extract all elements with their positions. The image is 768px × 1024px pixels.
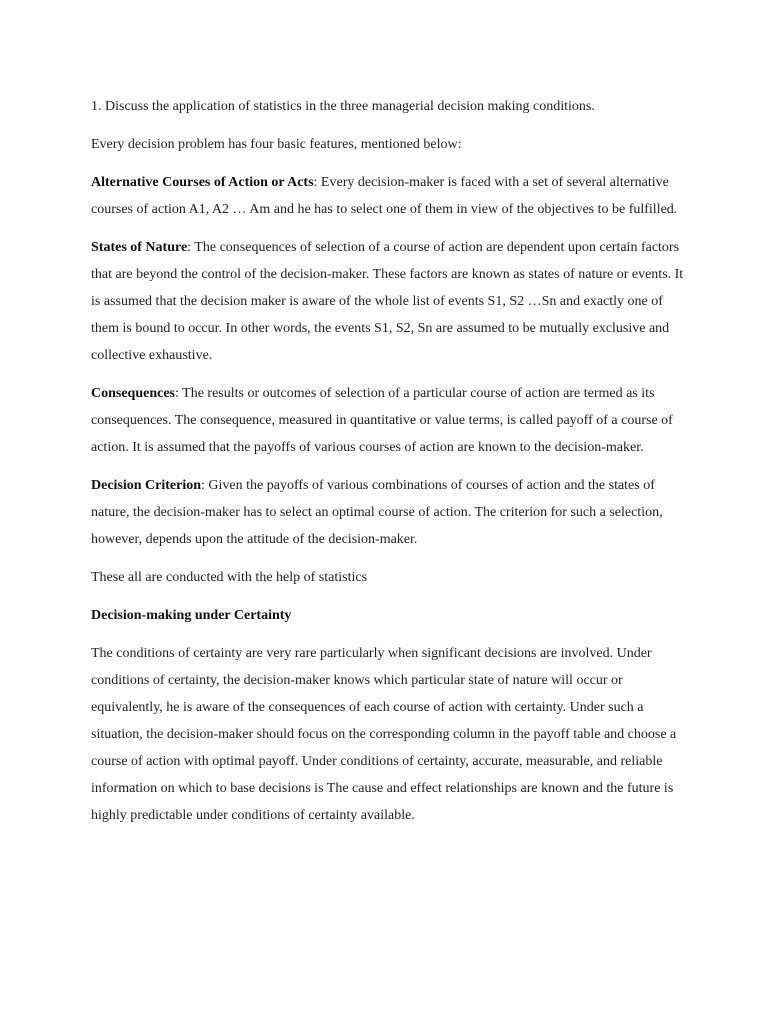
- feature-term: States of Nature: [91, 240, 188, 255]
- feature-text: : Every decision-maker is faced with a set of several alternative courses of action A1, A2 … Am and he has to select one of them in view of the objectives to be fulfilled.: [91, 175, 678, 217]
- feature-text: : The consequences of selection of a course of action are dependent upon certain factors that are beyond the control of the decision-maker. These factors are known as states of nature or events. It is assumed that the decision maker is aware of the whole list of events S1, S2 …Sn and exactly one of them is bound to occur. In other words, the events S1, S2, Sn are assumed to be mutually exclusive and collective exhaustive.: [91, 240, 684, 363]
- section-body: The conditions of certainty are very rare particularly when significant decisions are involved. Under conditions of certainty, the decision-maker knows which particular state of nature will occur or equivalently, he is aware of the consequences of each course of action with certainty. Under such a situation, the decision-maker should focus on the corresponding column in the payoff table and choose a course of action with optimal payoff. Under conditions of certainty, accurate, measurable, and reliable information on which to base decisions is The cause and effect relationships are known and the future is highly predictable under conditions of certainty available.: [91, 646, 677, 823]
- feature-paragraph-consequences: [91, 380, 691, 461]
- section-heading-text: Decision-making under Certainty: [91, 608, 292, 623]
- feature-paragraph-decision-criterion: [91, 472, 691, 553]
- statistics-note: These all are conducted with the help of statistics: [91, 570, 368, 585]
- feature-term: Alternative Courses of Action or Acts: [91, 175, 314, 190]
- feature-paragraph-alternatives: [91, 169, 691, 223]
- feature-term: Decision Criterion: [91, 478, 202, 493]
- feature-text: : The results or outcomes of selection of a particular course of action are termed as its consequences. The consequence, measured in quantitative or value terms, is called payoff of a course of action. It is assumed that the payoffs of various courses of action are known to the decision-maker.: [91, 386, 673, 455]
- document-body: [91, 93, 691, 840]
- question-paragraph: 1. Discuss the application of statistics in the three managerial decision making conditions.: [91, 99, 595, 114]
- section-heading: [91, 602, 691, 629]
- feature-paragraph-states-of-nature: [91, 234, 691, 369]
- intro-paragraph: Every decision problem has four basic features, mentioned below:: [91, 137, 462, 152]
- feature-text: : Given the payoffs of various combinations of courses of action and the states of nature, the decision-maker has to select an optimal course of action. The criterion for such a selection, however, depends upon the attitude of the decision-maker.: [91, 478, 663, 547]
- feature-term: Consequences: [91, 386, 176, 401]
